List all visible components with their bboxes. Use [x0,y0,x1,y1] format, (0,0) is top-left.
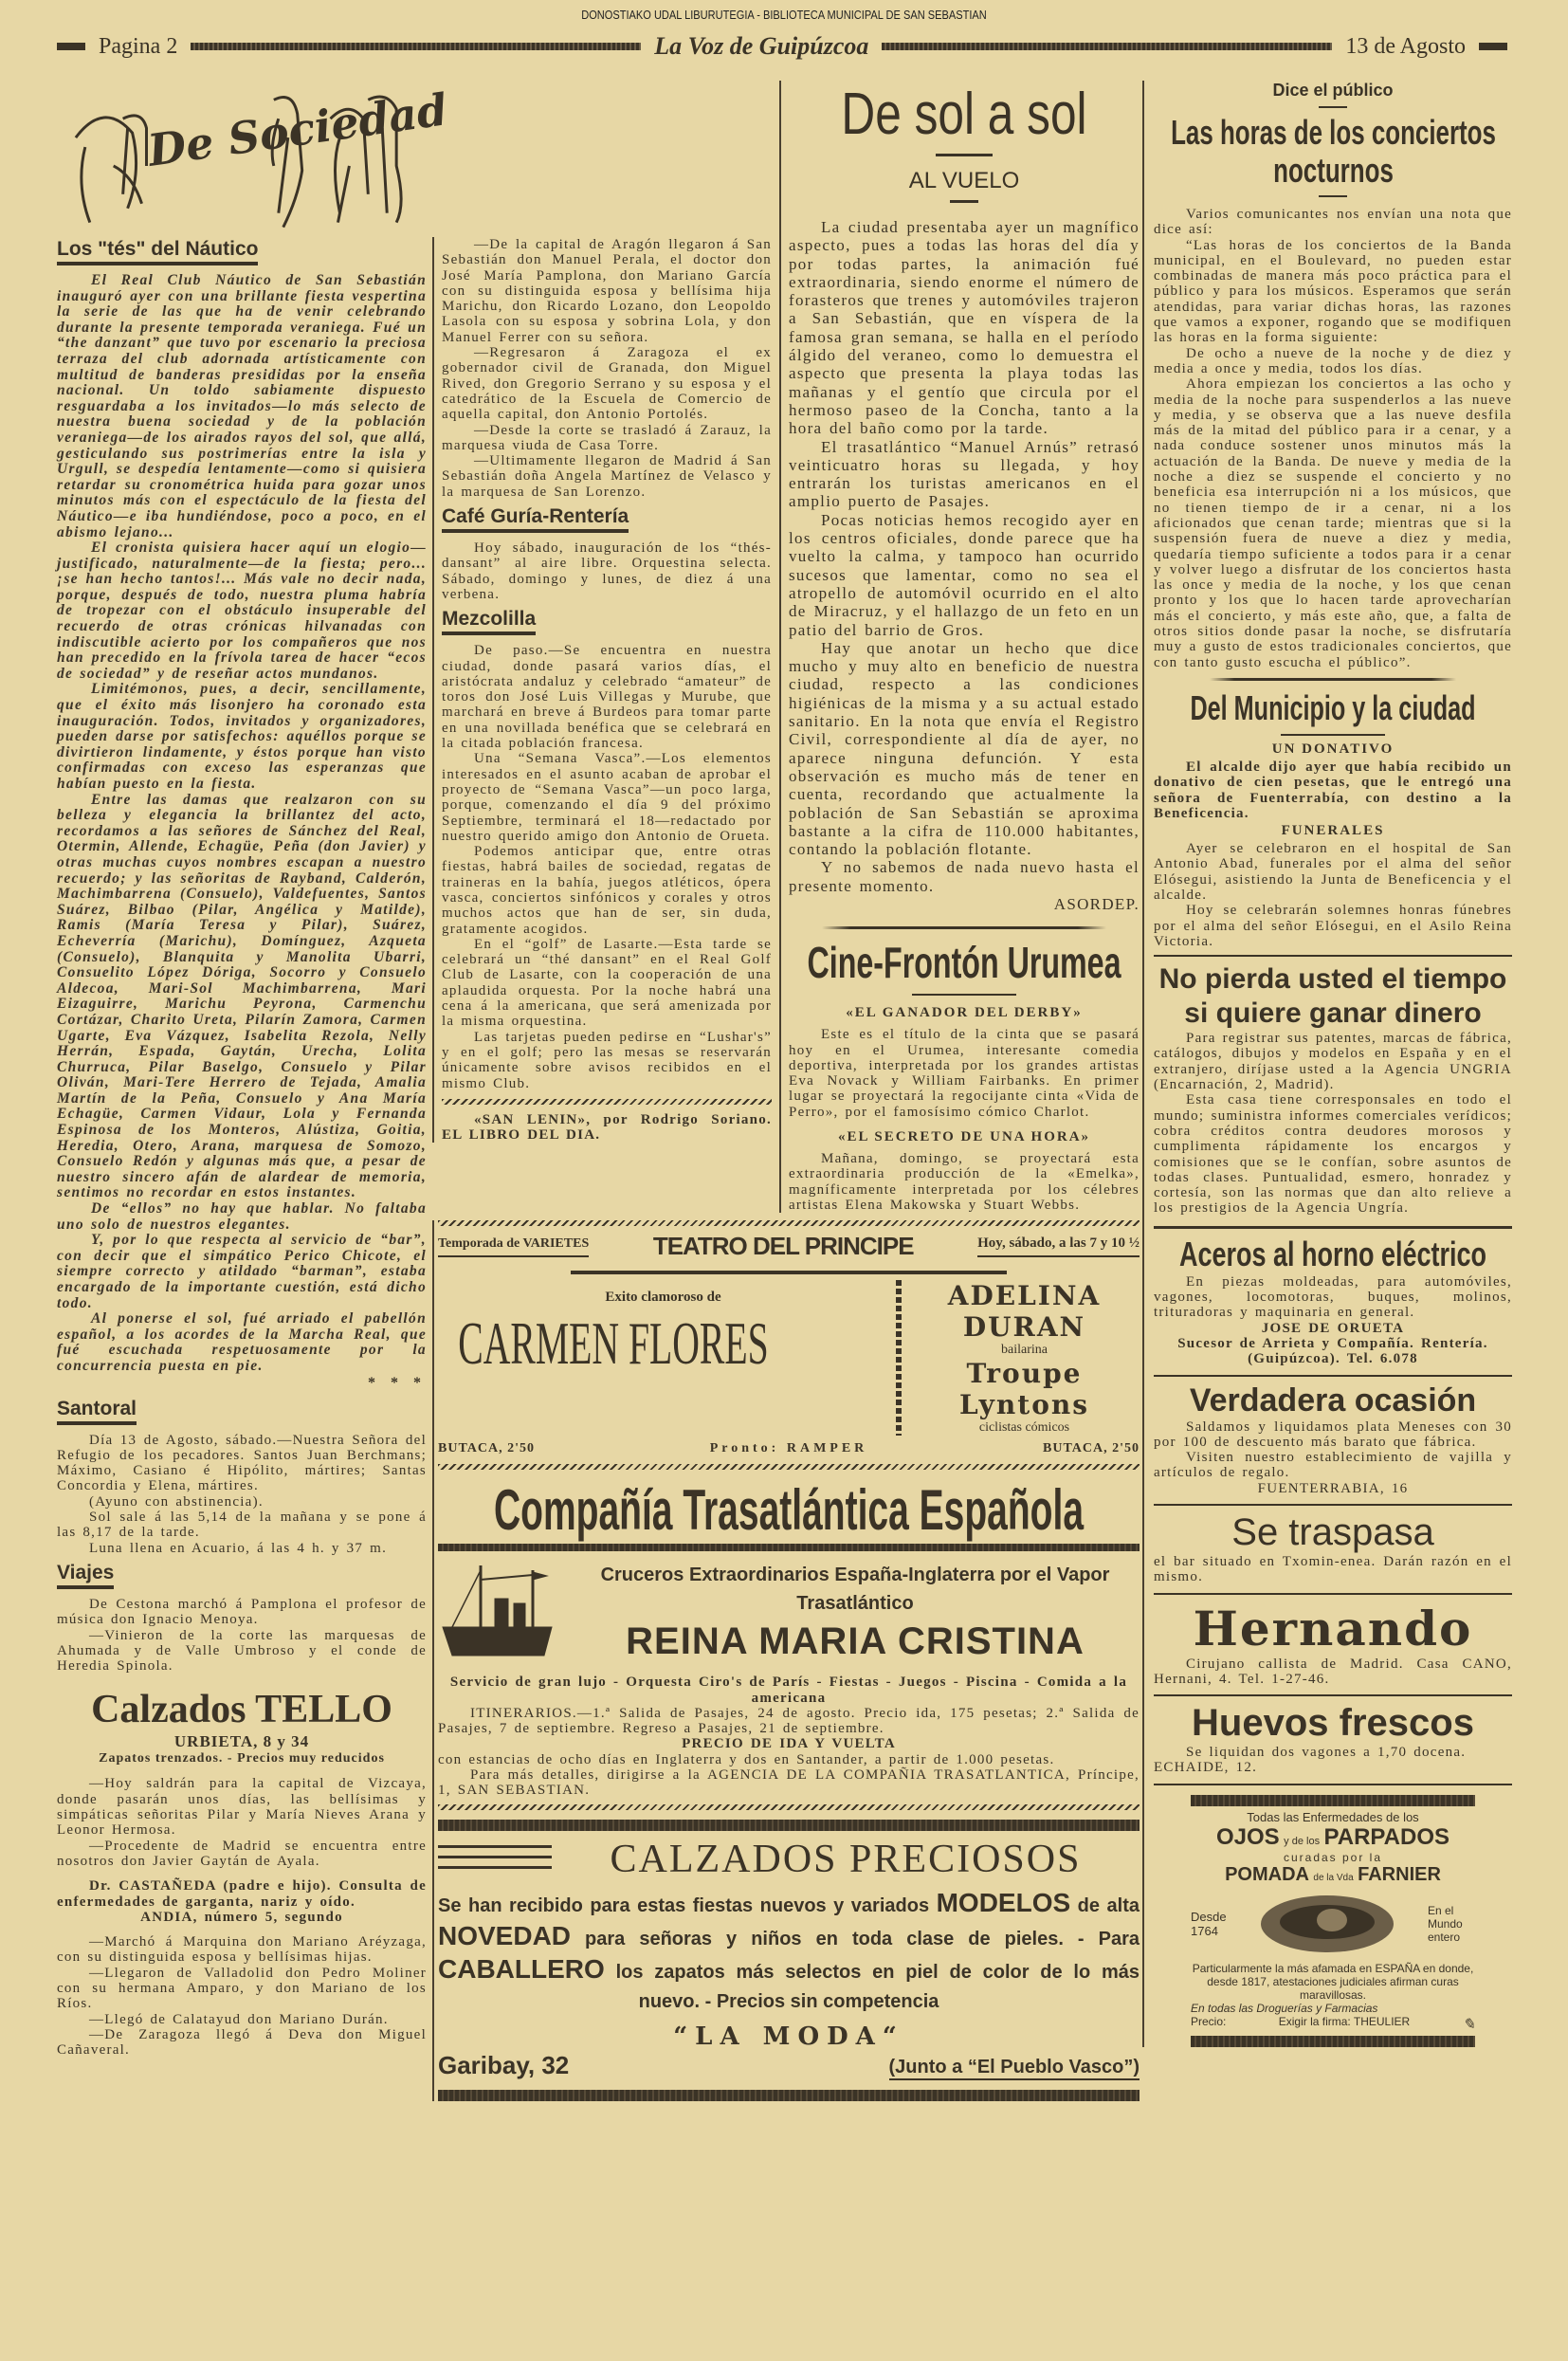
end-mark: * * * [368,1374,427,1391]
subheading: UN DONATIVO [1271,741,1395,757]
ungria-ad [1154,962,1512,1217]
paragraph: Entre las damas que realzaron con su belleza y elegancia la brillantez del acto, recordamos a las señores de Sánchez del Real, Otermin, Allende, Echagüe, Peña (don Javier) y otras muchas cuyos nombres escapan a nuestro recuerdo; y las señoritas de Rayband, Calderón, Machimbarrena (Consuelo), Valdefuentes, Santos Suárez, Bilbao (Pilar, Angélica y Matilde), Ramis (María Teresa y Pilar), Suárez, Echeverría (Marichu), Domínguez, Azqueta (Consuelo), Blanquita y Manolita Ubarri, Consuelito López Dóriga, Socorro y Consuelo Aldecoa, Mari-Sol Machimbarrena, Mari Eizaguirre, Marichu Peyrona, Carmenchu Cortázar, Charito Ureta, Pilarín Zamora, Carmen Ugarte, Eva Vázquez, Isabelita Rezola, Nelly Herrán, Espada, Gaytán, Urecha, Lolita Churruca, Pilar Baselgo, Consuelo y Pilar Oliván, Mari-Tere Herrero de Tejada, Amalia Martín de la Peña, Consuelo y Ana María Echagüe, Carmen Vidaur, Lola y Fernanda Espinosa de los Monteros, Alústiza, Goitia, Heredia, Otero, Arana, marquesa de Somozo, Consuelo Redón y algunas más que, a pesar de nuestro sincero afán de alardear de memoria, sentimos no recordar en estos instantes. [57,791,427,1201]
rule [1154,1694,1512,1696]
wavy-rule [438,1464,1140,1470]
nautico-article [57,273,427,1375]
paragraph: —Vinieron de la corte las marquesas de Ahumada y de Valle Umbroso y el conde de Heredia Spinola. [57,1627,427,1675]
ad-title: Hernando [1193,1600,1473,1656]
paragraph: Pocas noticias hemos recogido ayer en los centros oficiales, donde parece que ha vuelto la calma, y tampoco han ocurrido sucesos que lamentar, como no sea el atropello de automóvil ocurrido en el alto de Miracruz, y el hallazgo de un feto en un patio del barrio de Gros. [789,510,1140,639]
ad-line: Precio: [1191,2014,1227,2028]
ad-line: curadas por la [1283,1850,1383,1864]
conciertos-article [1154,207,1512,670]
ad-line: con estancias de ocho días en Inglaterra y dos en Santander, a partir de 1.000 pesetas. [438,1751,1055,1767]
issue-date: 13 de Agosto [1345,33,1467,59]
page-header [57,32,1507,61]
paragraph: El Real Club Náutico de San Sebastián inauguró ayer con una brillante fiesta vespertina la serie de las que ha de venir celebrando durante la presente temporada veraniega. Fué un “the danzant” que tuvo por escenario la preciosa terraza del club adornada artísticamente con multitud de banderas presididas por la enseña nacional. Un toldo sabiamente dispuesto resguardaba a los invitados—lo más selecto de nuestra buena sociedad y de la población veraniega—de los airados rayos del sol, que allá, gesticulando sus postrimerías entre la isla y Urgull, se despedía lentamente—como si quisiera retardar su cronométrica huida para gozar unos minutos más con el espectáculo de la fiesta del Náutico—e iba hundiéndose, poco a poco, en el abismo lejano... [57,272,427,540]
artist-role: ciclistas cómicos [978,1420,1070,1436]
rule [912,994,1016,996]
huevos-ad [1154,1702,1512,1776]
paragraph: El trasatlántico “Manuel Arnús” retrasó veinticuatro horas su llegada, y hoy entrarán los turistas americanos en el amplio puerto de Pasajes. [789,437,1140,511]
company-title: Compañía Trasatlántica Española [493,1478,1085,1543]
ad-address: URBIETA, 8 y 34 [173,1732,310,1751]
ad-border [1191,1795,1475,1806]
section-heading: Santoral [57,1398,137,1425]
paragraph: Hoy se celebrarán solemnes honras fúnebres por el alma del señor Elósegui, en el Asilo Reina Victoria. [1154,903,1512,949]
ad-line: Se han recibido para estas fiestas nuevos y variados [438,1894,930,1916]
paragraph: Y no sabemos de nada nuevo hasta el presente momento. [789,858,1140,895]
ad-line: Exigir la firma: THEULIER [1278,2014,1411,2028]
paragraph: De “ellos” no hay que hablar. No faltaba uno solo de nuestros elegantes. [57,1200,427,1233]
rule [1154,1504,1512,1506]
header-ornament [1479,43,1507,50]
ad-title: Aceros al horno eléctrico [1178,1234,1487,1273]
paragraph: Luna llena en Acuario, á las 4 h. y 37 m. [89,1540,388,1556]
ad-border [438,1820,1140,1831]
ad-services: Servicio de gran lujo - Orquesta Ciro's de París - Fiestas - Juegos - Piscina - Comida a la americana [449,1675,1128,1706]
ad-border [438,1544,1140,1551]
ad-line: Desde [1191,1909,1227,1924]
rule [571,1271,1007,1274]
castaneda-ad: Dr. CASTAÑEDA (padre e hijo). Consulta de enfermedades de garganta, nariz y oído. [57,1878,427,1910]
paragraph: —Hoy saldrán para la capital de Vizcaya, donde pasarán unos días, las bellísimas y simpáticas señoritas Pilar y María Nieves Arana y Leonor Hermosa. [57,1776,427,1839]
wavy-rule [438,1804,1140,1810]
paragraph: En piezas moldeadas, para automóviles, vagones, locomotoras, buques, molinos, trituradoras y maquinaria en general. [1154,1273,1512,1321]
subheading: FUNERALES [1281,823,1385,839]
film-title: «EL GANADOR DEL DERBY» [846,1005,1083,1021]
dotted-divider [896,1280,902,1436]
paragraph: —Marchó á Marquina don Mariano Aréyzaga, con su distinguida esposa y bellísimas hijas. [57,1934,427,1966]
rule [1154,955,1512,957]
ad-title: Calzados TELLO [91,1688,392,1732]
author-signature: ASORDEP. [1053,894,1140,913]
rule [1154,1226,1512,1229]
hernando-ad [1154,1601,1512,1688]
viajes-article [57,1597,427,1674]
paragraph: Ayer se celebraron en el hospital de San Antonio Abad, funerales por el alma del señor Elósegui, asistiendo la Junta de Beneficencia y el alcalde. [1154,841,1512,903]
middle-area [432,81,1140,2101]
paragraph: De ocho a nueve de la noche y de diez y media a once y media, todos los días. [1154,345,1512,376]
ad-ojos: OJOS [1216,1823,1280,1850]
aceros-ad [1154,1235,1512,1367]
section-heading: Mezcolilla [442,608,536,635]
ad-title: No pierda usted el tiempo si quiere ganar dinero [1158,963,1507,1030]
paragraph: Hoy sábado, inauguración de los “thés-dansant” al aire libre. Orquestina selecta. Sábado, domingo y lunes, de diez á una verbena. [442,540,772,602]
rule [1154,1375,1512,1377]
column-3 [779,81,1140,1213]
paragraph: “Las horas de los conciertos de la Banda municipal, en el Boulevard, no pueden estar combinadas de manera más poco práctica para el público y para los músicos. Esperamos que serán atendidas, para variar dichas horas, las razones que vamos a exponer, rogando que se modifiquen las horas en la forma siguiente: [1154,237,1512,346]
paragraph: Este es el título de la cinta que se pasará hoy en el Urumea, interesante comedia deportiva, interpretada por los grandes artistas Eva Novack y William Fairbanks. En primer lugar se proyectará la regocijante cinta «Vida de Perro», por el famosísimo cómico Charlot. [789,1027,1140,1120]
header-rule [882,43,1332,50]
traspasa-ad [1154,1511,1512,1585]
paragraph: El alcalde dijo ayer que había recibido un donativo de cien pesetas, que le entregó una señora de Fuenterrabía, con destino a la Beneficencia. [1154,759,1512,821]
wavy-rule [438,1220,1140,1226]
paragraph: —Llegaron de Valladolid don Pedro Moliner con su hermana Amparo, y don Mariano de los Ríos. [57,1965,427,2012]
paragraph: Visiten nuestro establecimiento de vajilla y artículos de regalo. [1154,1450,1512,1481]
section-lettering: De Sociedad [144,83,451,176]
ad-line: En todas las Droguerías y Farmacias [1191,2001,1378,2015]
rule [936,154,993,156]
ad-subheading: PRECIO DE IDA Y VUELTA [682,1736,896,1752]
ad-title: Se traspasa [1231,1511,1434,1553]
trasatlantica-ad [438,1477,1140,1798]
paragraph: —Desde la corte se trasladó á Zarauz, la marquesa viuda de Casa Torre. [442,422,772,453]
ad-emphasis: NOVEDAD [438,1920,572,1950]
cine-title: Cine-Frontón Urumea [807,938,1121,988]
ad-line: (Junto a “El Pueblo Vasco”) [889,2057,1140,2080]
ad-address: ECHAIDE, 12. [1154,1760,1258,1776]
ad-line: de la Vda [1313,1872,1354,1883]
viajes-more [442,237,772,500]
paragraph: —De la capital de Aragón llegaron á San Sebastián don Manuel Perala, el doctor don José María Pamplona, don Mariano García con su distinguida esposa y bellísima hija Marichu, don Ricardo Lozano, don Leopoldo Lasola con su esposa y sobrina Lola, y don Manuel Ferrer con su señora. [442,237,772,345]
paragraph: Saldamos y liquidamos plata Meneses con 30 por 100 de descuento más barato que fábrica. [1154,1418,1512,1450]
paragraph: De Cestona marchó á Pamplona el profesor de música don Ignacio Menoya. [57,1596,427,1628]
ad-title: Huevos frescos [1192,1702,1474,1745]
ad-line: Todas las Enfermedades de los [1247,1809,1419,1824]
steamship-icon [438,1561,561,1665]
artist-name: Troupe Lyntons [958,1358,1090,1421]
wavy-rule [442,1099,772,1105]
paragraph: Al ponerse el sol, fué arriado el pabellón español, a los acordes de la Marcha Real, que fué escuchada respetuosamente por la concurrencia puesta en pie. [57,1310,427,1374]
rule [1154,1593,1512,1595]
ad-contact: Para más detalles, dirigirse a la AGENCIA DE LA COMPAÑIA TRASATLANTICA, Príncipe, 1, SAN SEBASTIAN. [438,1767,1140,1799]
section-heading: Viajes [57,1562,114,1589]
rule [950,200,978,203]
viajes-continued [57,1776,427,2058]
paragraph: —Ultimamente llegaron de Madrid á San Sebastián doña Angela Martínez de Velasco y la marquesa de San Lorenzo. [442,453,772,500]
section-title: Del Municipio y la ciudad [1190,687,1476,727]
teatro-ad [438,1220,1140,1470]
paragraph: —Llegó de Calatayud don Mariano Durán. [89,2011,389,2027]
san-lenin-ad: «SAN LENIN», por Rodrigo Soriano. EL LIBRO DEL DIA. [442,1111,772,1144]
paragraph: El cronista quisiera hacer aquí un elogio—justificado, naturalmente—de la fiesta; pero... ¡se han hecho tantos!... Más vale no decir nada, porque, después de todo, nuestra pluma habría de tropezar con el obstáculo insuperable del recuerdo de otras crónicas hilvanadas con indiscutible acierto por los compañeros que nos han precedido en la frívola tarea de hacer “ecos de sociedad” y de reseñar actos mundanos. [57,540,427,682]
page-number: Pagina 2 [99,33,178,59]
tello-ad [57,1687,427,1766]
ad-line: Pronto: RAMPER [709,1441,868,1456]
column-4 [1142,81,1512,2047]
paragraph: Ahora empiezan los conciertos a las ocho y media de la noche para suspenderlos a las nueve y media, y se observa que a las nueve desfila más de la mitad del público para ir a cenar, y a nada conduce sostener unos minutos más la actuación de la Banda. De nueve y media de la noche a diez se suspende el concierto y no beneficia esa interrupción ni a los músicos, que no tienen tiempo de ir a cenar, ni a los aficionados que cenan tarde; mientras que si la suspensión fuera de nueve a diez y media, quedaría tiempo suficiente a todos para ir a cenar y volver luego a disfrutar de los conciertos hasta las once y media de la noche, y los que cenan pronto y los que lo hacen tarde aprovecharían más el concierto, y más este año, que, a falta de otros sitios donde pasar la noche, se disfrutaría muy a gusto de estos tradicionales conciertos, que con tanto gusto escucha el público”. [1154,376,1512,670]
article-subtitle: AL VUELO [908,168,1020,193]
ad-details: Sucesor de Arrieta y Compañía. Rentería. (Guipúzcoa). Tel. 6.078 [1177,1335,1488,1367]
eye-icon [1256,1890,1398,1958]
paragraph: —De Zaragoza llegó á Deva don Miguel Cañaveral. [57,2026,427,2059]
ad-line: Exito clamoroso de [605,1290,721,1306]
section-heading: Café Guría-Rentería [442,505,629,533]
header-rule [191,43,641,50]
ad-address: Garibay, 32 [438,2050,570,2079]
ad-parpados: PARPADOS [1323,1823,1449,1850]
column-1 [57,81,451,2059]
kicker: Dice el público [1272,81,1394,100]
castaneda-address: ANDIA, número 5, segundo [140,1909,343,1925]
mezcolilla-article [442,643,772,1091]
show-time: Hoy, sábado, a las 7 y 10 ½ [977,1235,1140,1257]
ad-line: para señoras y [585,1928,738,1949]
ad-line: niños en toda clase de pieles. - Para [751,1928,1140,1949]
sol-article [789,218,1140,913]
paragraph: Y, por lo que respecta al servicio de “bar”, con decir que el simpático Perico Chicote, el siempre correcto y atildado “barman”, estaba encargado de la importante cuestión, está dicho todo. [57,1232,427,1311]
paragraph: Podemos anticipar que, entre otras fiestas, habrá bailes de sociedad, regatas de traineras en la bahía, juegos atléticos, ópera vasca, conciertos sinfónicos y corales y otros muchos actos que han de ser, sin duda, gratamente acogidos. [442,844,772,937]
paragraph: La ciudad presentaba ayer un magnífico aspecto, pues a todas las horas del día y por todas partes, la animación fué extraordinaria, siendo enorme el número de forasteros que trenes y automóviles trajeron a San Sebastián, que en víspera de la famosa gran semana, se halla en el período álgido del veraneo, como lo demuestra el aspecto que presenta la playa todas las mañanas y el gentío que circula por el hermoso paseo de la Concha, tanto a la hora del baño como por la tarde. [789,218,1140,438]
farnier-ad [1191,1795,1475,2047]
artist-name: ADELINA DURAN [947,1280,1102,1344]
paragraph: Las tarjetas pueden pedirse en “Lushar's” y en el golf; pero las mesas se reservarán únicamente sobre avisos recibidos en el mismo Club. [442,1029,772,1091]
ad-address: FUENTERRABIA, 16 [1257,1480,1409,1496]
ad-line: los zapatos más selectos en piel de color de lo más nuevo. - Precios sin competencia [615,1961,1140,2012]
rule [1154,1784,1512,1785]
library-banner: DONOSTIAKO UDAL LIBURUTEGIA - BIBLIOTECA MUNICIPAL DE SAN SEBASTIAN [581,8,987,22]
ad-line: En el Mundo entero [1427,1903,1463,1944]
paragraph: Día 13 de Agosto, sábado.—Nuestra Señora del Refugio de los pecadores. Santos Juan Berchmans; Máximo, Casiano é Hipólito, mártires; Santas Concordia y Elena, mártires. [57,1432,427,1494]
paragraph: —Procedente de Madrid se encuentra entre nosotros don Javier Gaytán de Ayala. [57,1838,427,1869]
column-2 [432,237,779,1143]
artist-role: bailarina [1001,1343,1048,1358]
rule [1281,734,1385,736]
ad-company: JOSE DE ORUETA [1261,1320,1405,1336]
ship-name: REINA MARIA CRISTINA [626,1620,1085,1663]
section-heading: Los "tés" del Náutico [57,238,258,265]
article-title: Las horas de los conciertos nocturnos [1171,113,1496,190]
paragraph: En el “golf” de Lasarte.—Esta tarde se celebrará un “thé dansant” en el Real Golf Club de Lasarte, con la cooperación de una aplaudida orquesta. Por la noche habrá una cena á la americana, que será amenizada por la misma orquestina. [442,936,772,1030]
paragraph: Para registrar sus patentes, marcas de fábrica, catálogos, dibujos y modelos en España y en el extranjero, diríjase usted a la Agencia UNGRIA (Encarnación, 2, Madrid). [1154,1031,1512,1093]
ornament-rule [822,926,1106,929]
paragraph: (Ayuno con abstinencia). [89,1493,264,1510]
ad-title: CALZADOS PRECIOSOS [610,1837,1082,1881]
ad-line: Particularmente la más afamada en ESPAÑA en donde, desde 1817, atestaciones judiciales afirman curas maravillosas. [1192,1961,1474,2002]
ad-year: 1764 [1191,1923,1218,1938]
ad-line: y de los [1284,1835,1321,1847]
theatre-name: TEATRO DEL PRINCIPE [652,1232,914,1261]
ocasion-ad [1154,1382,1512,1496]
ad-itineraries: ITINERARIOS.—1.ª Salida de Pasajes, 24 de agosto. Precio ida, 175 pesetas; 2.ª Salida de Pasajes, 7 de septiembre. Regreso a Pasajes, 21 de septiembre. [438,1705,1140,1737]
ad-border [1191,2036,1475,2047]
paragraph: Sol sale á las 5,14 de la mañana y se pone á las 8,17 de la tarde. [57,1510,427,1541]
paragraph: Se liquidan dos vagones a 1,70 docena. [1186,1745,1467,1761]
ad-pomada: POMADA [1225,1863,1309,1885]
decorative-lines [438,1845,552,1874]
ad-line: de alta [1077,1894,1140,1916]
ad-line: Cruceros Extraordinarios España-Inglaterra por el Vapor Trasatlántico [600,1565,1110,1615]
ornament-rule [1210,678,1456,681]
shop-name: “LA MODA“ [673,2022,904,2051]
header-ornament [57,43,85,50]
rule [1319,195,1347,197]
ad-title: Verdadera ocasión [1189,1382,1477,1418]
paragraph: —Regresaron á Zaragoza el ex gobernador civil de Granada, don Miguel Rived, don Gregorio Serrano y su esposa y el catedrático de la Escuela de Comercio de aquella capital, don Antonio Portolés. [442,345,772,423]
newspaper-name: La Voz de Guipúzcoa [654,32,869,60]
ad-farnier: FARNIER [1358,1863,1441,1885]
calzados-preciosos-ad [438,1804,1140,2101]
film-title: «EL SECRETO DE UNA HORA» [837,1129,1091,1145]
ad-season: Temporada de VARIETES [438,1236,589,1257]
rule [1319,106,1347,108]
paragraph: el bar situado en Txomin-enea. Darán razón en el mismo. [1154,1554,1512,1585]
star-name: CARMEN FLORES [458,1309,769,1378]
paragraph: Varios comunicantes nos envían una nota que dice así: [1154,207,1512,238]
price: BUTACA, 2'50 [1043,1441,1140,1456]
paragraph: Hay que anotar un hecho que dice mucho y muy alto en beneficio de nuestra ciudad, respecto a las condiciones higiénicas de la misma y a su actual estado sanitario. En la nota que envía el Registro Civil, correspondiente al día de ayer, no aparece ninguna defunción. Y esta observación es mucho más de tener en cuenta, recordando que actualmente la población de San Sebastián se aproxima bastante a la cifra de 110.000 habitantes, contando la población flotante. [789,638,1140,859]
price: BUTACA, 2'50 [438,1441,535,1456]
ad-emphasis: MODELOS [936,1887,1071,1917]
santoral-article [57,1433,427,1556]
ad-border [438,2090,1140,2101]
paragraph: De paso.—Se encuentra en nuestra ciudad, donde pasará varios días, el aristócrata andaluz y celebrado “amateur” de toros don José Luis Villegas y Murube, que marchará en breve á Burdeos para tomar parte en una novillada benéfica que se celebrará en la citada población francesa. [442,643,772,752]
paragraph: Limitémonos, pues, a decir, sencillamente, que el éxito más lisonjero ha coronado esta inauguración. Todos, invitados y organizadores, pueden darse por satisfechos: aquéllos porque se divirtieron lindamente, y éstos porque han visto confirmadas con exceso las esperanzas que habían puesto en la fiesta. [57,681,427,792]
ad-tagline: Zapatos trenzados. - Precios muy reducidos [99,1751,385,1766]
paragraph: Cirujano callista de Madrid. Casa CANO, Hernani, 4. Tel. 1-27-46. [1154,1656,1512,1687]
sociedad-illustration [57,81,451,232]
middle-ads [432,1220,1140,2100]
paragraph: Mañana, domingo, se proyectará esta extraordinaria producción de la «Emelka», magníficamente interpretada por los célebres artistas Elena Makowska y Stuart Webbs. [789,1151,1140,1213]
paragraph: Esta casa tiene corresponsales en todo el mundo; suministra informes comerciales verídicos; cobra créditos contra deudores morosos y cumplimenta rápidamente los encargos y comisiones que se le confían, sobre asuntos de todas clases. Puntualidad, esmero, honradez y cortesía, son las normas que dan alto relieve a los prestigios de la Agencia Ungría. [1154,1092,1512,1217]
signature-icon: ✎ [1462,2014,1475,2033]
paragraph: Una “Semana Vasca”.—Los elementos interesados en el asunto acaban de aprobar el proyecto de “Semana Vasca”—un poco larga, porque, comenzando el día 9 del próximo Septiembre, terminará el 18—redactado por nuestro querido amigo don Antonio de Orueta. [442,751,772,844]
ad-emphasis: CABALLERO [438,1953,605,1984]
article-title: De sol a sol [841,82,1087,147]
